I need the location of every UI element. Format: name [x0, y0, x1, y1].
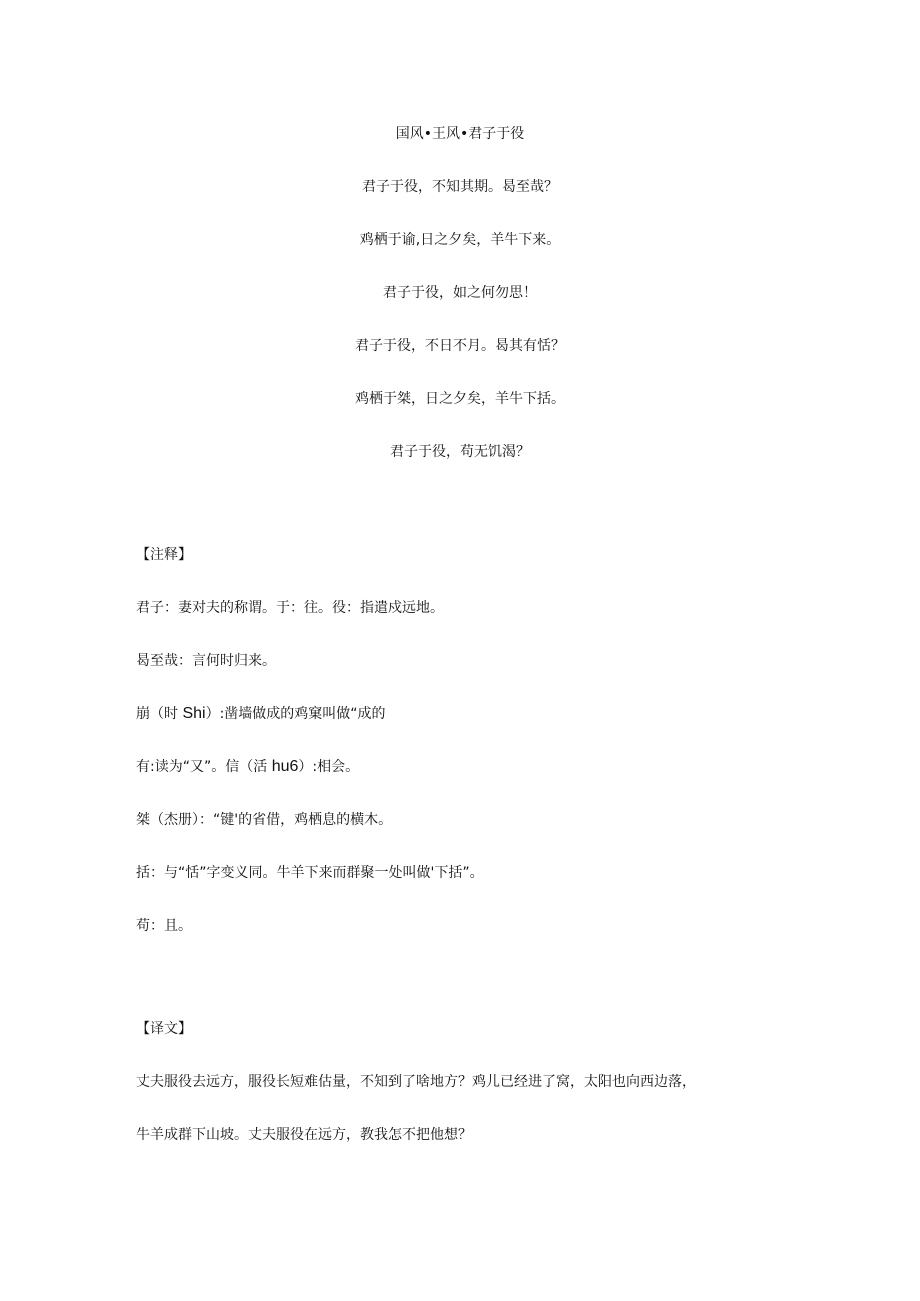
notes-heading: 【注释】 [136, 547, 192, 563]
translation-line: 牛羊成群下山坡。丈夫服役在远方，教我怎不把他想？ [136, 1127, 472, 1143]
note-line: 君子：妻对夫的称谓。于：往。役：指遣戍远地。 [136, 600, 444, 616]
notes-section [136, 545, 836, 969]
note-text: ）:凿墙做成的鸡窠叫做“成的 [205, 706, 386, 722]
note-line: 括：与“恬”字变义同。牛羊下来而群聚一处叫做'下括”。 [136, 865, 484, 881]
note-text: ）:相会。 [298, 759, 360, 775]
translation-line: 丈夫服役去远方，服役长短难估量，不知到了啥地方？鸡儿已经进了窝，太阳也向西边落， [136, 1074, 696, 1090]
poem-line: 鸡栖于桀，日之夕矣，羊牛下括。 [355, 391, 565, 407]
poem-title: 国风•王风•君子于役 [395, 126, 525, 142]
poem-line: 君子于役，如之何勿思！ [383, 285, 537, 301]
translation-section [136, 1019, 836, 1178]
note-line: 桀（杰册）：“键'的省借，鸡栖息的横木。 [136, 812, 393, 828]
note-text: 崩（时 [136, 706, 183, 722]
note-text: 有:读为“又”。信（活 [136, 759, 272, 775]
poem-line: 君子于役，苟无饥渴？ [390, 444, 530, 460]
poem-line: 君子于役，不知其期。曷至哉？ [362, 179, 558, 195]
note-line: 曷至哉：言何时归来。 [136, 653, 276, 669]
pinyin: hu6 [271, 758, 299, 775]
note-line: 苟：且。 [136, 918, 192, 934]
poem-line: 君子于役，不日不月。曷其有恬？ [355, 338, 565, 354]
note-line [136, 757, 836, 810]
poem-line: 鸡栖于谕,日之夕矣，羊牛下来。 [359, 232, 561, 248]
note-line [136, 704, 836, 757]
poem [0, 124, 920, 495]
translation-heading: 【译文】 [136, 1021, 192, 1037]
pinyin: Shi [182, 705, 206, 722]
